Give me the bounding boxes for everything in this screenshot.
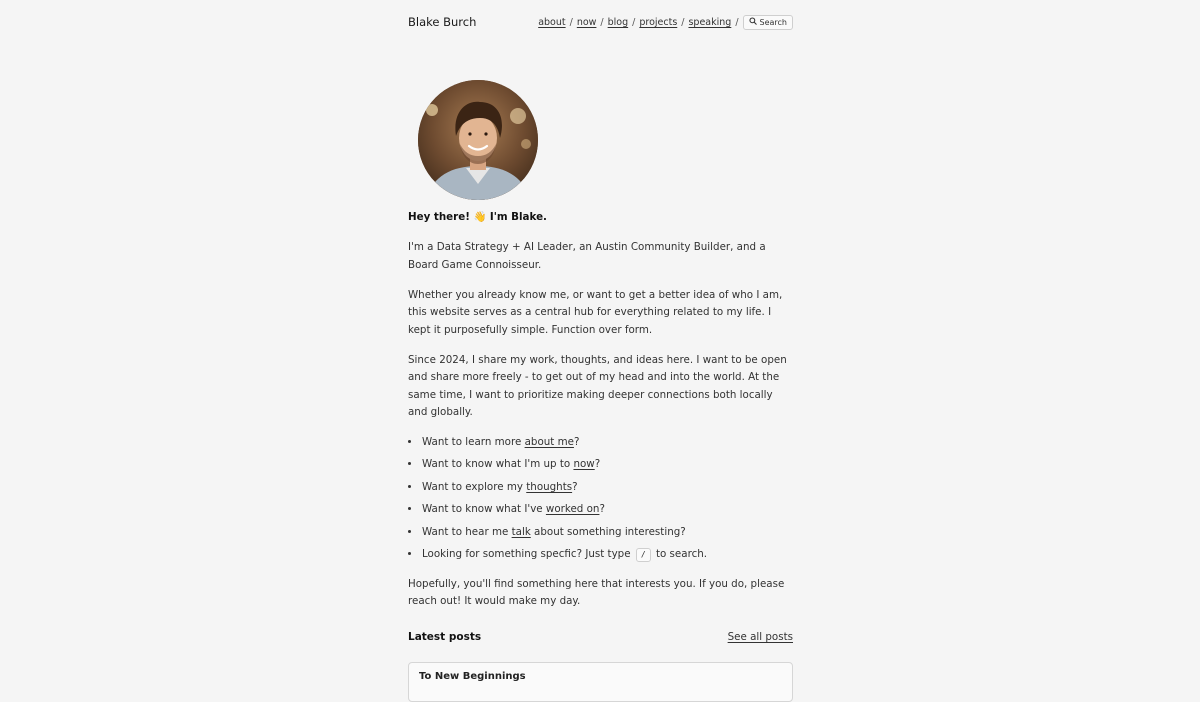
site-header (408, 14, 793, 32)
list-item (421, 546, 793, 564)
keyboard-shortcut: / (636, 548, 651, 562)
intro-paragraph-2: Whether you already know me, or want to get a better idea of who I am, this website serves as a central hub for everything related to my life. I kept it purposefully simple. Function over form. (408, 288, 783, 336)
link-now[interactable]: now (573, 458, 595, 471)
nav-link-speaking[interactable]: speaking (688, 17, 732, 28)
site-title[interactable]: Blake Burch (408, 15, 477, 29)
latest-posts-header (408, 631, 793, 649)
latest-posts-title: Latest posts (408, 631, 482, 643)
nav-link-now[interactable]: now (576, 17, 597, 28)
intro-paragraph-1: I'm a Data Strategy + AI Leader, an Austin Community Builder, and a Board Game Connoisseur. (408, 241, 766, 271)
search-button[interactable] (743, 15, 793, 30)
nav-separator: / (632, 17, 636, 28)
list-item-text: Want to learn more (422, 436, 525, 448)
main-nav (538, 14, 793, 31)
post-card[interactable] (408, 662, 793, 702)
list-item-text: Want to know what I've (422, 503, 546, 516)
nav-separator: / (600, 17, 604, 28)
nav-link-about[interactable]: about (538, 17, 566, 28)
post-card-title: To New Beginnings (419, 671, 526, 682)
list-item-text: to search. (652, 547, 708, 560)
list-item-text: ? (572, 480, 578, 493)
search-button-label: Search (759, 18, 787, 27)
list-item (421, 479, 793, 497)
list-item (421, 501, 793, 519)
nav-separator: / (735, 17, 739, 28)
nav-link-blog[interactable]: blog (607, 17, 629, 28)
list-item-text: about something interesting? (530, 525, 686, 538)
list-item-text: ? (594, 458, 601, 471)
list-item-text: Looking for something specfic? Just type (422, 547, 634, 560)
list-item-text: ? (599, 503, 605, 516)
intro-paragraph-3: Since 2024, I share my work, thoughts, and ideas here. I want to be open and share more freely - to get out of my head and into the world. At the same time, I want to prioritize making deeper connections both locally and globally. (408, 353, 787, 418)
link-talk[interactable]: talk (511, 525, 531, 538)
link-about-me[interactable]: about me (524, 436, 574, 448)
list-item-text: ? (573, 436, 580, 448)
list-item (421, 456, 793, 474)
nav-separator: / (569, 17, 573, 28)
link-worked-on[interactable]: worked on (545, 503, 600, 516)
list-item (421, 434, 793, 452)
greeting: Hey there! 👋 I'm Blake. (408, 211, 547, 223)
avatar (418, 80, 538, 200)
search-icon (749, 14, 757, 31)
nav-separator: / (681, 17, 685, 28)
links-list (408, 434, 793, 563)
list-item-text: Want to explore my (422, 480, 527, 493)
list-item-text: Want to hear me (422, 525, 512, 538)
closing-paragraph: Hopefully, you'll find something here that interests you. If you do, please reach out! It would make my day. (408, 577, 785, 608)
see-all-posts-link[interactable]: See all posts (727, 631, 793, 643)
list-item (421, 524, 793, 542)
nav-link-projects[interactable]: projects (639, 17, 678, 28)
intro-content (408, 209, 793, 623)
link-thoughts[interactable]: thoughts (526, 480, 573, 493)
list-item-text: Want to know what I'm up to (422, 458, 574, 471)
